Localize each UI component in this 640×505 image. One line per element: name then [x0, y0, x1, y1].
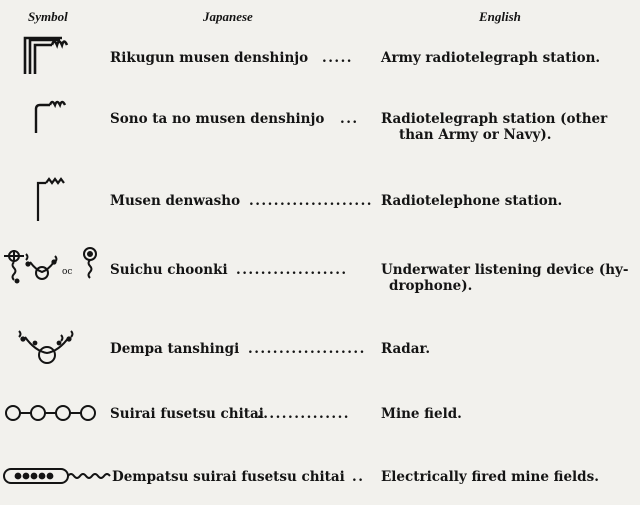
- english-line-2: than Army or Navy).: [399, 127, 552, 143]
- japanese-column-header: Japanese: [203, 9, 253, 24]
- svg-text:oc: oc: [62, 267, 73, 277]
- leader-dots: ..................: [236, 262, 348, 278]
- army-radiotelegraph-station-icon: [22, 36, 82, 76]
- japanese-term: Sono ta no musen denshinjo: [110, 111, 325, 127]
- japanese-term: Rikugun musen denshinjo: [110, 50, 309, 66]
- japanese-term: Dempatsu suirai fusetsu chitai: [112, 469, 345, 485]
- japanese-term: Suichu choonki: [110, 262, 228, 278]
- mine-field-icon: [2, 403, 112, 427]
- japanese-term: Dempa tanshingi: [110, 341, 240, 357]
- english-term: [381, 111, 636, 143]
- english-term: Mine field.: [381, 406, 462, 422]
- leader-dots: ...: [340, 111, 359, 127]
- english-line-2: drophone).: [389, 278, 473, 294]
- radiotelephone-station-icon: [32, 177, 92, 222]
- electrically-fired-mine-field-icon: [2, 467, 122, 487]
- english-term: [381, 262, 636, 294]
- symbol-column-header: Symbol: [28, 9, 68, 24]
- english-term: Army radiotelegraph station.: [381, 50, 601, 66]
- leader-dots: ..: [352, 469, 365, 485]
- radiotelegraph-station-icon: [30, 103, 90, 143]
- leader-dots: .....: [322, 50, 353, 66]
- english-column-header: English: [479, 9, 521, 24]
- leader-dots: ...............: [257, 406, 350, 422]
- english-term: Electrically fired mine fields.: [381, 469, 599, 485]
- radar-icon: [17, 329, 87, 369]
- english-term: Radiotelephone station.: [381, 193, 563, 209]
- english-line-1: Radiotelegraph station (other: [381, 111, 608, 127]
- underwater-listening-device-icon: [2, 250, 102, 300]
- english-line-1: Underwater listening device (hy-: [381, 262, 629, 278]
- japanese-term: Suirai fusetsu chitai: [110, 406, 264, 422]
- leader-dots: ...................: [248, 341, 366, 357]
- japanese-term: Musen denwasho: [110, 193, 241, 209]
- leader-dots: ....................: [249, 193, 373, 209]
- english-term: Radar.: [381, 341, 431, 357]
